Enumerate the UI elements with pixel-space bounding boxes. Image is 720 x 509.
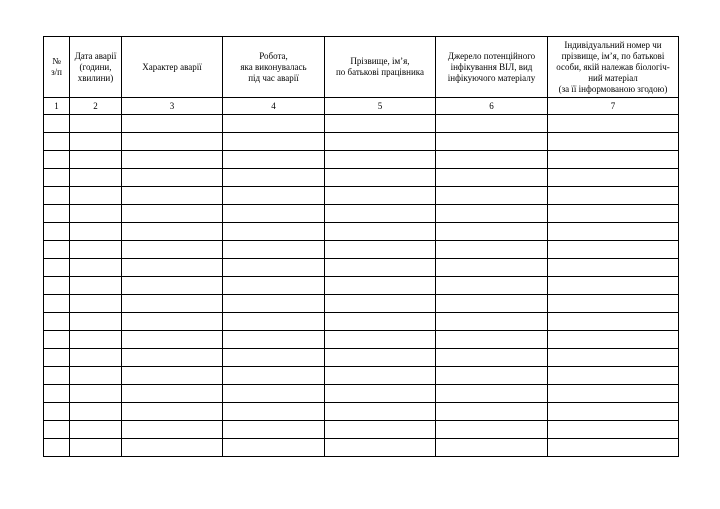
column-number: 4 bbox=[223, 98, 325, 115]
table-cell bbox=[223, 205, 325, 223]
table-row bbox=[44, 367, 679, 385]
table-cell bbox=[325, 205, 436, 223]
table-cell bbox=[548, 277, 679, 295]
table-cell bbox=[70, 385, 122, 403]
column-header-number: № з/п bbox=[44, 37, 70, 98]
table-cell bbox=[325, 403, 436, 421]
table-cell bbox=[223, 349, 325, 367]
table-row bbox=[44, 403, 679, 421]
table-row bbox=[44, 385, 679, 403]
table-cell bbox=[44, 367, 70, 385]
table-cell bbox=[436, 331, 548, 349]
table-cell bbox=[44, 421, 70, 439]
table-cell bbox=[436, 295, 548, 313]
table-row bbox=[44, 241, 679, 259]
table-cell bbox=[325, 277, 436, 295]
table-body bbox=[44, 115, 679, 457]
table-cell bbox=[122, 223, 223, 241]
column-number: 7 bbox=[548, 98, 679, 115]
table-row bbox=[44, 223, 679, 241]
table-row bbox=[44, 169, 679, 187]
column-number: 2 bbox=[70, 98, 122, 115]
table-row bbox=[44, 313, 679, 331]
table-row bbox=[44, 277, 679, 295]
table-cell bbox=[436, 349, 548, 367]
table-cell bbox=[223, 187, 325, 205]
table-cell bbox=[223, 331, 325, 349]
table-cell bbox=[44, 295, 70, 313]
table-cell bbox=[44, 385, 70, 403]
column-header-accident-type: Характер аварії bbox=[122, 37, 223, 98]
table-cell bbox=[325, 133, 436, 151]
table-cell bbox=[325, 349, 436, 367]
table-cell bbox=[548, 151, 679, 169]
table-row bbox=[44, 187, 679, 205]
table-cell bbox=[44, 313, 70, 331]
table-cell bbox=[325, 421, 436, 439]
table-cell bbox=[436, 241, 548, 259]
table-cell bbox=[436, 151, 548, 169]
table-cell bbox=[436, 367, 548, 385]
table-cell bbox=[436, 403, 548, 421]
column-header-infection-source: Джерело потенційного інфікування ВІЛ, вид інфікуючого матеріалу bbox=[436, 37, 548, 98]
table-cell bbox=[548, 421, 679, 439]
table-cell bbox=[70, 421, 122, 439]
table-cell bbox=[548, 295, 679, 313]
table-cell bbox=[70, 331, 122, 349]
table-row bbox=[44, 259, 679, 277]
table-cell bbox=[548, 439, 679, 457]
table-cell bbox=[548, 169, 679, 187]
table-cell bbox=[44, 439, 70, 457]
table-cell bbox=[122, 259, 223, 277]
table-cell bbox=[436, 439, 548, 457]
table-cell bbox=[70, 259, 122, 277]
column-number: 1 bbox=[44, 98, 70, 115]
table-cell bbox=[548, 205, 679, 223]
table-cell bbox=[44, 331, 70, 349]
table-cell bbox=[122, 115, 223, 133]
table-cell bbox=[70, 277, 122, 295]
table-cell bbox=[548, 385, 679, 403]
table-cell bbox=[436, 313, 548, 331]
table-cell bbox=[44, 403, 70, 421]
table-cell bbox=[70, 151, 122, 169]
table-row bbox=[44, 115, 679, 133]
table-cell bbox=[223, 151, 325, 169]
table-cell bbox=[122, 403, 223, 421]
table-cell bbox=[436, 169, 548, 187]
table-cell bbox=[70, 133, 122, 151]
table-cell bbox=[548, 133, 679, 151]
table-cell bbox=[70, 313, 122, 331]
table-row bbox=[44, 331, 679, 349]
table-cell bbox=[223, 115, 325, 133]
table-cell bbox=[44, 151, 70, 169]
table-cell bbox=[548, 241, 679, 259]
table-cell bbox=[548, 223, 679, 241]
table-cell bbox=[70, 223, 122, 241]
accident-register-table bbox=[43, 36, 679, 457]
table-cell bbox=[325, 241, 436, 259]
table-cell bbox=[436, 187, 548, 205]
table-cell bbox=[223, 421, 325, 439]
table-cell bbox=[223, 223, 325, 241]
table-cell bbox=[122, 241, 223, 259]
table-cell bbox=[70, 403, 122, 421]
column-number-row bbox=[44, 98, 679, 115]
table-cell bbox=[436, 205, 548, 223]
table-cell bbox=[44, 133, 70, 151]
table-cell bbox=[70, 295, 122, 313]
table-cell bbox=[70, 349, 122, 367]
table-cell bbox=[223, 313, 325, 331]
table-cell bbox=[70, 241, 122, 259]
table-cell bbox=[325, 169, 436, 187]
table-header-row bbox=[44, 37, 679, 98]
table-cell bbox=[548, 349, 679, 367]
table-cell bbox=[44, 115, 70, 133]
table-cell bbox=[436, 259, 548, 277]
column-header-worker-name: Прізвище, ім’я, по батькові працівника bbox=[325, 37, 436, 98]
table-cell bbox=[436, 385, 548, 403]
table-cell bbox=[122, 205, 223, 223]
table-cell bbox=[325, 223, 436, 241]
table-cell bbox=[325, 367, 436, 385]
table-cell bbox=[70, 169, 122, 187]
table-cell bbox=[548, 367, 679, 385]
table-cell bbox=[223, 259, 325, 277]
column-header-date: Дата аварії (години, хвилини) bbox=[70, 37, 122, 98]
table-cell bbox=[70, 187, 122, 205]
table-row bbox=[44, 133, 679, 151]
table-cell bbox=[223, 403, 325, 421]
table-cell bbox=[436, 223, 548, 241]
table-cell bbox=[325, 439, 436, 457]
table-cell bbox=[325, 331, 436, 349]
column-header-work-performed: Робота, яка виконувалась під час аварії bbox=[223, 37, 325, 98]
table-cell bbox=[436, 133, 548, 151]
table-cell bbox=[70, 367, 122, 385]
table-cell bbox=[325, 385, 436, 403]
table-cell bbox=[325, 115, 436, 133]
table-cell bbox=[70, 439, 122, 457]
table-cell bbox=[436, 277, 548, 295]
table-cell bbox=[122, 187, 223, 205]
table-cell bbox=[548, 115, 679, 133]
table-cell bbox=[223, 169, 325, 187]
table-cell bbox=[223, 439, 325, 457]
table-cell bbox=[325, 259, 436, 277]
table-cell bbox=[122, 295, 223, 313]
table-cell bbox=[122, 151, 223, 169]
table-cell bbox=[223, 277, 325, 295]
table-cell bbox=[548, 403, 679, 421]
table-cell bbox=[223, 295, 325, 313]
table-cell bbox=[70, 205, 122, 223]
table-cell bbox=[548, 313, 679, 331]
table-cell bbox=[223, 367, 325, 385]
column-number: 3 bbox=[122, 98, 223, 115]
table-cell bbox=[223, 133, 325, 151]
table-cell bbox=[325, 151, 436, 169]
table-cell bbox=[122, 349, 223, 367]
table-cell bbox=[223, 385, 325, 403]
column-number: 5 bbox=[325, 98, 436, 115]
table-cell bbox=[44, 259, 70, 277]
table-cell bbox=[436, 421, 548, 439]
table-cell bbox=[436, 115, 548, 133]
table-cell bbox=[70, 115, 122, 133]
table-cell bbox=[122, 133, 223, 151]
table-cell bbox=[122, 367, 223, 385]
table-cell bbox=[44, 349, 70, 367]
table-cell bbox=[44, 205, 70, 223]
table-row bbox=[44, 295, 679, 313]
table-cell bbox=[122, 169, 223, 187]
table-cell bbox=[44, 241, 70, 259]
table-cell bbox=[44, 169, 70, 187]
table-cell bbox=[325, 187, 436, 205]
table-cell bbox=[44, 277, 70, 295]
table-cell bbox=[223, 241, 325, 259]
table-cell bbox=[122, 385, 223, 403]
column-header-source-person: Індивідуальний номер чи прізвище, ім’я, по батькові особи, якій належав біологіч- ний матеріал (за її інформованою згодою) bbox=[548, 37, 679, 98]
table-row bbox=[44, 439, 679, 457]
table-cell bbox=[44, 187, 70, 205]
table-cell bbox=[122, 421, 223, 439]
table-cell bbox=[122, 331, 223, 349]
table-cell bbox=[122, 277, 223, 295]
table-cell bbox=[548, 187, 679, 205]
table-cell bbox=[548, 331, 679, 349]
table-row bbox=[44, 349, 679, 367]
column-number: 6 bbox=[436, 98, 548, 115]
table-cell bbox=[548, 259, 679, 277]
table-row bbox=[44, 151, 679, 169]
table-cell bbox=[122, 313, 223, 331]
table-cell bbox=[325, 313, 436, 331]
table-cell bbox=[122, 439, 223, 457]
table-row bbox=[44, 205, 679, 223]
table-cell bbox=[325, 295, 436, 313]
table-row bbox=[44, 421, 679, 439]
table-cell bbox=[44, 223, 70, 241]
